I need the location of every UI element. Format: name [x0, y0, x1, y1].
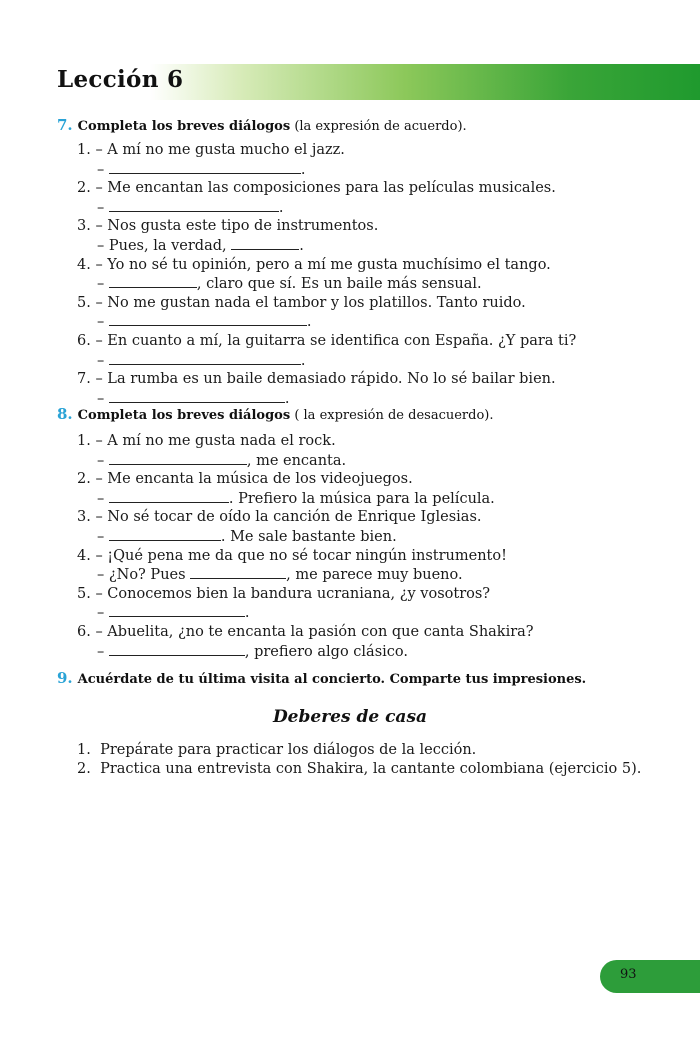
- answer-blank[interactable]: [109, 198, 279, 212]
- dialog-item: 1. – A mí no me gusta nada el rock. – , me encanta.: [77, 433, 347, 469]
- dialog-item: 4. – ¡Qué pena me da que no sé tocar ningún instrumento! – ¿No? Pues , me parece muy bueno.: [77, 547, 507, 584]
- dialog-item: 6. – En cuanto a mí, la guitarra se identifica con España. ¿Y para ti? – .: [77, 332, 577, 369]
- dialog-item: 2. – Me encanta la música de los videojuegos. – . Prefiero la música para la película.: [77, 471, 495, 507]
- exercise-number: 9.: [57, 669, 73, 687]
- answer-blank[interactable]: [231, 236, 299, 250]
- exercise-7-instruction: 7. Completa los breves diálogos (la expresión de acuerdo).: [57, 116, 467, 134]
- answer-blank[interactable]: [109, 642, 245, 656]
- answer-blank[interactable]: [109, 603, 245, 617]
- dialog-item: 7. – La rumba es un baile demasiado rápido. No lo sé bailar bien. – .: [77, 371, 556, 407]
- dialog-item: 5. – No me gustan nada el tambor y los platillos. Tanto ruido. – .: [77, 294, 526, 331]
- exercise-8-instruction: 8. Completa los breves diálogos ( la expresión de desacuerdo).: [57, 405, 494, 423]
- answer-blank[interactable]: [109, 451, 247, 465]
- exercise-number: 8.: [57, 405, 73, 423]
- dialog-item: 3. – Nos gusta este tipo de instrumentos. – Pues, la verdad, .: [77, 218, 379, 254]
- answer-blank[interactable]: [109, 389, 285, 403]
- answer-blank[interactable]: [109, 160, 301, 174]
- homework-item: 2. Practica una entrevista con Shakira, la cantante colombiana (ejercicio 5).: [77, 760, 642, 777]
- homework-item: 1. Prepárate para practicar los diálogos de la lección.: [77, 742, 477, 758]
- dialog-item: 4. – Yo no sé tu opinión, pero a mí me gusta muchísimo el tango. – , claro que sí. Es un baile más sensual.: [77, 256, 551, 293]
- answer-blank[interactable]: [109, 489, 229, 503]
- exercise-9-instruction: 9. Acuérdate de tu última visita al concierto. Comparte tus impresiones.: [57, 669, 587, 687]
- exercise-number: 7.: [57, 116, 73, 134]
- lesson-title: Lección 6: [57, 66, 184, 93]
- exercise-9: [57, 669, 677, 689]
- dialog-item: 1. – A mí no me gusta mucho el jazz. – .: [77, 142, 345, 178]
- answer-blank[interactable]: [190, 565, 286, 579]
- answer-blank[interactable]: [109, 274, 197, 288]
- page-number-badge: [600, 960, 700, 993]
- dialog-item: 2. – Me encantan las composiciones para las películas musicales. – .: [77, 180, 556, 216]
- dialog-item: 6. – Abuelita, ¿no te encanta la pasión con que canta Shakira? – , prefiero algo clásico.: [77, 623, 534, 660]
- homework-title: Deberes de casa: [272, 707, 428, 727]
- answer-blank[interactable]: [109, 312, 307, 326]
- exercise-7: [57, 116, 677, 408]
- page-number: 93: [620, 967, 637, 982]
- dialog-item: 5. – Conocemos bien la bandura ucraniana, ¿y vosotros? – .: [77, 585, 491, 622]
- homework-list: [77, 741, 641, 778]
- answer-blank[interactable]: [109, 527, 221, 541]
- exercise-8: [57, 405, 677, 661]
- dialog-item: 3. – No sé tocar de oído la canción de Enrique Iglesias. – . Me sale bastante bien.: [77, 509, 482, 545]
- answer-blank[interactable]: [109, 351, 301, 365]
